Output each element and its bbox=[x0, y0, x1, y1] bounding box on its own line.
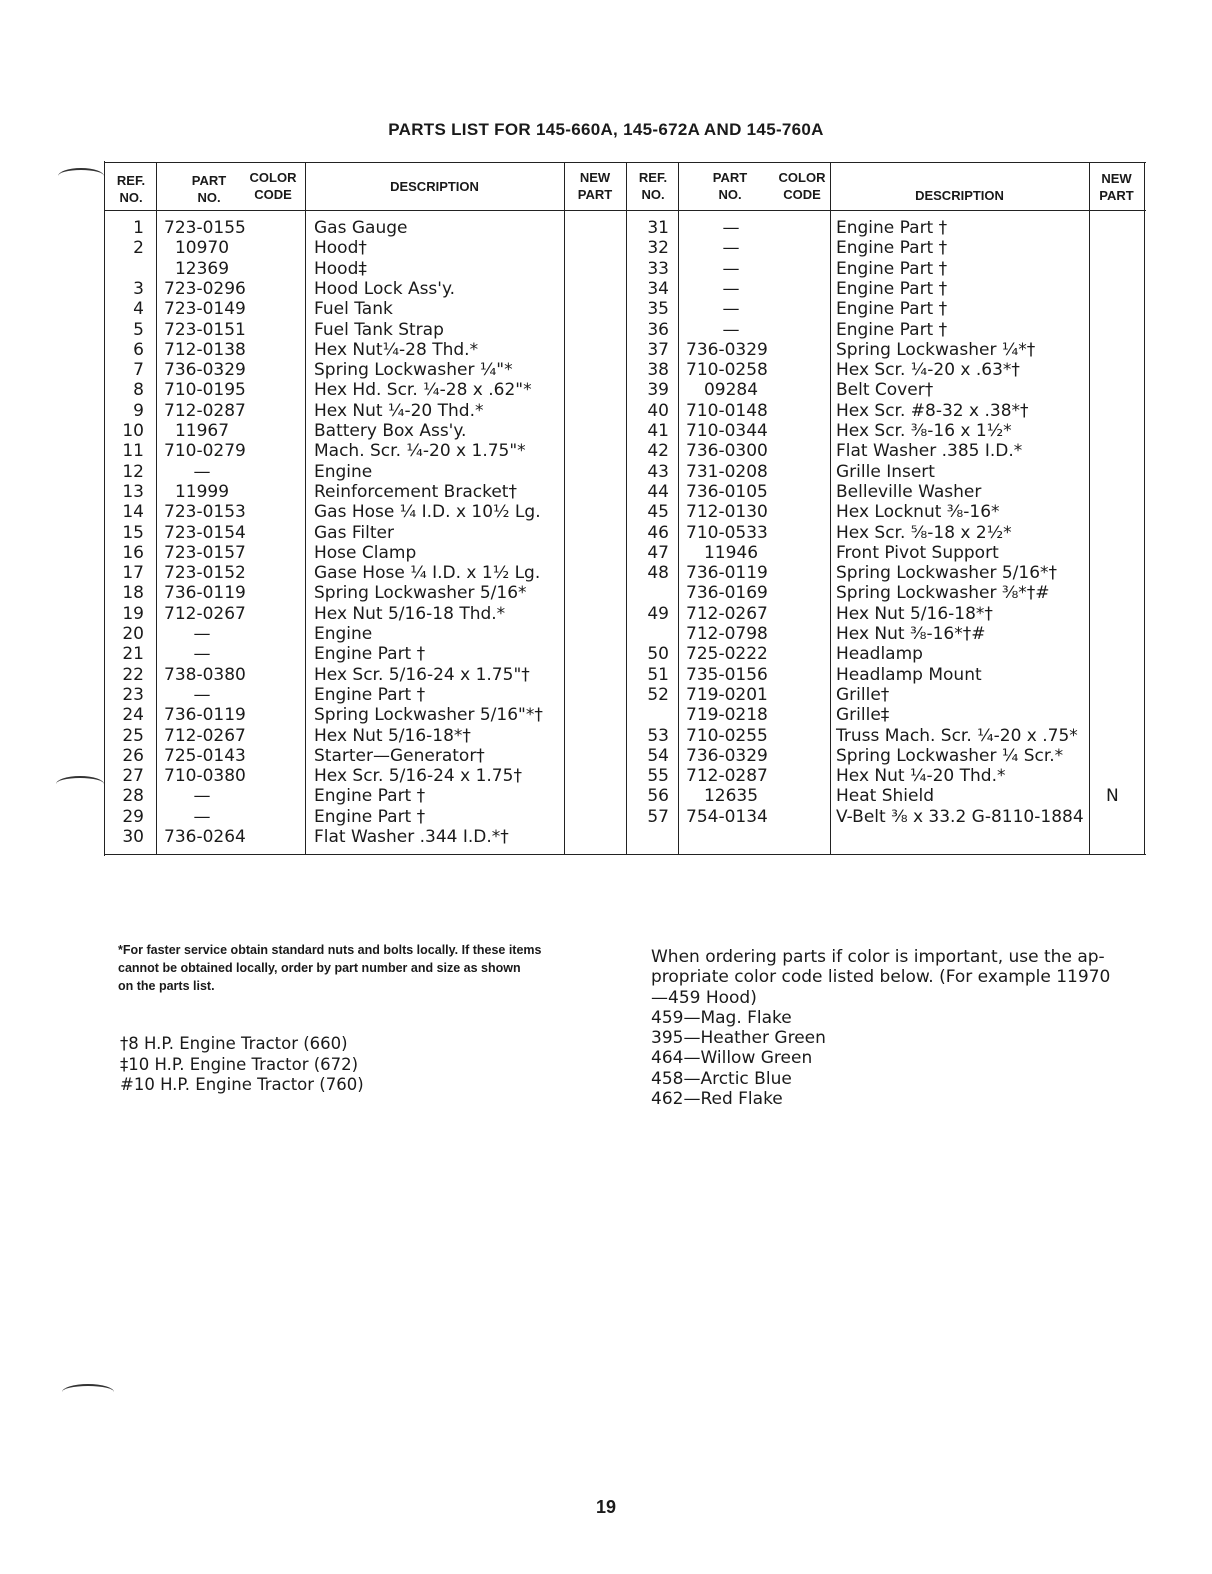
ref-cell: 4 bbox=[133, 299, 144, 320]
part-no-cell: 712-0267 bbox=[686, 603, 768, 624]
description-cell: Engine Part † bbox=[314, 644, 426, 665]
header-part-line1: PART bbox=[191, 173, 227, 188]
description-cell: Hood‡ bbox=[314, 258, 367, 279]
description-cell: Engine Part † bbox=[836, 278, 948, 299]
description-cell: Engine Part † bbox=[836, 258, 948, 279]
part-no-cell: 712-0138 bbox=[164, 339, 246, 360]
color-note-line: propriate color code listed below. (For example 11970 bbox=[651, 967, 1111, 988]
header-color-code bbox=[244, 169, 302, 203]
description-cell: Engine Part † bbox=[836, 319, 948, 340]
description-cell: Grille† bbox=[836, 684, 890, 705]
footnote-line: *For faster service obtain standard nuts and bolts locally. If these items bbox=[118, 943, 542, 957]
part-no-cell: 710-0344 bbox=[686, 421, 768, 441]
ref-cell: 8 bbox=[133, 380, 144, 401]
part-no-cell: 723-0153 bbox=[164, 502, 246, 523]
part-no-cell: 723-0149 bbox=[164, 299, 246, 320]
table-row bbox=[104, 320, 1146, 340]
header-part2-line1: PART bbox=[712, 170, 748, 185]
table-row bbox=[104, 380, 1146, 400]
description-cell: Hex Scr. ⅝-18 x 2½* bbox=[836, 522, 1012, 543]
part-no-cell: 736-0105 bbox=[686, 481, 768, 502]
table-row bbox=[104, 340, 1146, 360]
table-row bbox=[104, 523, 1146, 543]
part-no-cell: 710-0279 bbox=[164, 441, 246, 462]
ref-cell: 26 bbox=[122, 745, 144, 766]
header-new2-line2: PART bbox=[1099, 188, 1134, 203]
description-cell: Engine bbox=[314, 461, 373, 482]
color-code-item: 462—Red Flake bbox=[651, 1089, 783, 1110]
header-part-no-2 bbox=[704, 169, 756, 203]
ref-cell: 54 bbox=[647, 745, 669, 766]
description-cell: Headlamp bbox=[836, 644, 923, 665]
description-cell: Engine Part † bbox=[836, 218, 948, 238]
part-no-cell: 736-0329 bbox=[164, 360, 246, 381]
part-no-cell: 736-0119 bbox=[164, 583, 246, 604]
description-cell: Hex Hd. Scr. ¼-28 x .62"* bbox=[314, 380, 532, 401]
ref-cell: 55 bbox=[647, 766, 669, 787]
ref-cell: 42 bbox=[647, 441, 669, 462]
description-cell: Spring Lockwasher 5/16"*† bbox=[314, 705, 543, 726]
header-ref-line2: NO. bbox=[119, 190, 143, 205]
part-no-cell: 11999 bbox=[174, 481, 230, 502]
ref-cell: 46 bbox=[647, 522, 669, 543]
table-row bbox=[104, 685, 1146, 705]
part-no-cell: 723-0155 bbox=[164, 218, 246, 238]
ref-cell: 50 bbox=[647, 644, 669, 665]
scan-mark bbox=[58, 168, 104, 184]
ref-cell: 27 bbox=[122, 766, 144, 787]
color-note-line: —459 Hood) bbox=[651, 987, 757, 1008]
part-no-cell: 710-0255 bbox=[686, 725, 768, 746]
part-no-cell: 710-0148 bbox=[686, 400, 768, 421]
description-cell: Hex Nut ¼-20 Thd.* bbox=[314, 400, 484, 421]
table-row bbox=[104, 746, 1146, 766]
ref-cell: 35 bbox=[647, 299, 669, 320]
header-ref-no-2 bbox=[630, 169, 676, 203]
table-row bbox=[104, 807, 1146, 827]
ref-cell: 1 bbox=[133, 218, 144, 238]
part-no-cell: 738-0380 bbox=[164, 664, 246, 685]
ref-cell: 11 bbox=[122, 441, 144, 462]
part-no-cell: — bbox=[193, 806, 211, 827]
table-row bbox=[104, 360, 1146, 380]
ref-cell: 7 bbox=[133, 360, 144, 381]
header-new-part bbox=[564, 169, 626, 203]
ref-cell: 31 bbox=[647, 218, 669, 238]
description-cell: Engine Part † bbox=[314, 684, 426, 705]
ref-cell: 5 bbox=[133, 319, 144, 340]
part-no-cell: 736-0329 bbox=[686, 745, 768, 766]
description-cell: Flat Washer .385 I.D.* bbox=[836, 441, 1023, 462]
part-no-cell: 723-0296 bbox=[164, 278, 246, 299]
description-cell: Gas Hose ¼ I.D. x 10½ Lg. bbox=[314, 502, 541, 523]
part-no-cell: 11967 bbox=[174, 421, 230, 441]
part-no-cell: — bbox=[722, 278, 740, 299]
table-row bbox=[104, 766, 1146, 786]
description-cell: Spring Lockwasher ¼*† bbox=[836, 339, 1036, 360]
legend-item: #10 H.P. Engine Tractor (760) bbox=[120, 1075, 364, 1094]
part-no-cell: 710-0195 bbox=[164, 380, 246, 401]
part-no-cell: 712-0130 bbox=[686, 502, 768, 523]
header-new-line2: PART bbox=[577, 187, 613, 202]
table-row bbox=[104, 238, 1146, 258]
ref-cell: 19 bbox=[122, 603, 144, 624]
description-cell: Hex Nut 5/16-18 Thd.* bbox=[314, 603, 506, 624]
ref-cell: 52 bbox=[647, 684, 669, 705]
ref-cell: 37 bbox=[647, 339, 669, 360]
header-color-line1: COLOR bbox=[249, 170, 297, 185]
part-no-cell: — bbox=[193, 644, 211, 665]
ref-cell: 36 bbox=[647, 319, 669, 340]
ref-cell: 23 bbox=[122, 684, 144, 705]
table-row bbox=[104, 604, 1146, 624]
ref-cell: 29 bbox=[122, 806, 144, 827]
description-cell: Fuel Tank bbox=[314, 299, 393, 320]
ref-cell: 22 bbox=[122, 664, 144, 685]
part-no-cell: — bbox=[722, 238, 740, 259]
description-cell: Flat Washer .344 I.D.*† bbox=[314, 827, 509, 847]
part-no-cell: 09284 bbox=[703, 380, 759, 401]
description-cell: Hex Scr. #8-32 x .38*† bbox=[836, 400, 1029, 421]
description-cell: Engine Part † bbox=[314, 806, 426, 827]
ref-cell: 24 bbox=[122, 705, 144, 726]
ref-cell: 49 bbox=[647, 603, 669, 624]
color-code-item: 464—Willow Green bbox=[651, 1048, 813, 1069]
header-description: DESCRIPTION bbox=[390, 179, 479, 194]
ref-cell: 14 bbox=[122, 502, 144, 523]
header-ref2-line1: REF. bbox=[638, 170, 668, 185]
color-code-item: 459—Mag. Flake bbox=[651, 1007, 792, 1028]
header-color2-line2: CODE bbox=[783, 187, 821, 202]
part-no-cell: 736-0300 bbox=[686, 441, 768, 462]
page-title: PARTS LIST FOR 145-660A, 145-672A AND 145-760A bbox=[388, 120, 824, 139]
ref-cell: 57 bbox=[647, 806, 669, 827]
ref-cell: 40 bbox=[647, 400, 669, 421]
description-cell: Hex Scr. ⅜-16 x 1½* bbox=[836, 421, 1012, 441]
description-cell: Heat Shield bbox=[836, 786, 934, 807]
part-no-cell: 10970 bbox=[174, 238, 230, 259]
color-code-item: 458—Arctic Blue bbox=[651, 1068, 792, 1089]
header-ref-line1: REF. bbox=[116, 173, 146, 188]
ref-cell: 47 bbox=[647, 542, 669, 563]
part-no-cell: 731-0208 bbox=[686, 461, 768, 482]
part-no-cell: — bbox=[722, 258, 740, 279]
description-cell: Reinforcement Bracket† bbox=[314, 481, 517, 502]
ref-cell: 3 bbox=[133, 278, 144, 299]
color-note-line: When ordering parts if color is important, use the ap- bbox=[651, 947, 1105, 967]
part-no-cell: 712-0267 bbox=[164, 725, 246, 746]
table-row bbox=[104, 827, 1146, 847]
ref-cell: 45 bbox=[647, 502, 669, 523]
part-no-cell: — bbox=[722, 319, 740, 340]
description-cell: Engine Part † bbox=[314, 786, 426, 807]
part-no-cell: 712-0798 bbox=[686, 624, 768, 644]
description-cell: Hex Nut ⅜-16*†# bbox=[836, 624, 986, 644]
ref-cell: 48 bbox=[647, 563, 669, 584]
ref-cell: 17 bbox=[122, 563, 144, 584]
description-cell: Hex Scr. ¼-20 x .63*† bbox=[836, 360, 1020, 381]
description-cell: Gas Gauge bbox=[314, 218, 408, 238]
part-no-cell: — bbox=[722, 299, 740, 320]
table-row bbox=[104, 624, 1146, 644]
header-color2-line1: COLOR bbox=[778, 170, 826, 185]
description-cell: Spring Lockwasher ¼ Scr.* bbox=[836, 745, 1064, 766]
part-no-cell: 736-0119 bbox=[686, 563, 768, 584]
ref-cell: 18 bbox=[122, 583, 144, 604]
description-cell: Engine Part † bbox=[836, 299, 948, 320]
parts-table bbox=[104, 162, 1146, 855]
part-no-cell: — bbox=[193, 786, 211, 807]
part-no-cell: — bbox=[722, 218, 740, 238]
new-part-cell: N bbox=[1106, 786, 1119, 807]
part-no-cell: 710-0533 bbox=[686, 522, 768, 543]
description-cell: Hood† bbox=[314, 238, 367, 259]
footnote bbox=[118, 941, 598, 995]
table-row bbox=[104, 441, 1146, 461]
ref-cell: 13 bbox=[122, 481, 144, 502]
part-no-cell: 712-0287 bbox=[164, 400, 246, 421]
header-part2-line2: NO. bbox=[718, 187, 742, 202]
part-no-cell: 736-0169 bbox=[686, 583, 768, 604]
ref-cell: 21 bbox=[122, 644, 144, 665]
description-cell: Gase Hose ¼ I.D. x 1½ Lg. bbox=[314, 563, 541, 584]
part-no-cell: 723-0157 bbox=[164, 542, 246, 563]
footnote-line: cannot be obtained locally, order by part number and size as shown bbox=[118, 961, 521, 975]
header-new2-line1: NEW bbox=[1101, 171, 1132, 186]
footnote-line: on the parts list. bbox=[118, 979, 215, 993]
part-no-cell: 725-0222 bbox=[686, 644, 768, 665]
description-cell: Headlamp Mount bbox=[836, 664, 982, 685]
part-no-cell: 723-0152 bbox=[164, 563, 246, 584]
description-cell: Engine Part † bbox=[836, 238, 948, 259]
table-row bbox=[104, 543, 1146, 563]
description-cell: Hex Nut 5/16-18*† bbox=[314, 725, 471, 746]
ref-cell: 33 bbox=[647, 258, 669, 279]
header-new-line1: NEW bbox=[579, 170, 611, 185]
table-row bbox=[104, 786, 1146, 806]
description-cell: Front Pivot Support bbox=[836, 542, 999, 563]
ref-cell: 30 bbox=[122, 827, 144, 847]
ref-cell: 2 bbox=[133, 238, 144, 259]
description-cell: Hex Scr. 5/16-24 x 1.75† bbox=[314, 766, 522, 787]
scan-mark bbox=[56, 776, 104, 792]
part-no-cell: 719-0218 bbox=[686, 705, 768, 726]
description-cell: Engine bbox=[314, 624, 373, 644]
description-cell: Hex Nut ¼-20 Thd.* bbox=[836, 766, 1006, 787]
ref-cell: 51 bbox=[647, 664, 669, 685]
legend-item: ‡10 H.P. Engine Tractor (672) bbox=[120, 1054, 359, 1074]
table-row bbox=[104, 644, 1146, 664]
description-cell: Grille Insert bbox=[836, 461, 935, 482]
description-cell: Belleville Washer bbox=[836, 481, 982, 502]
part-no-cell: 725-0143 bbox=[164, 745, 246, 766]
table-row bbox=[104, 299, 1146, 319]
description-cell: Hose Clamp bbox=[314, 542, 417, 563]
description-cell: Hex Nut 5/16-18*† bbox=[836, 603, 993, 624]
part-no-cell: 736-0119 bbox=[164, 705, 246, 726]
description-cell: Hex Scr. 5/16-24 x 1.75"† bbox=[314, 664, 530, 685]
description-cell: Fuel Tank Strap bbox=[314, 319, 444, 340]
description-cell: Spring Lockwasher 5/16*† bbox=[836, 563, 1058, 584]
table-row bbox=[104, 279, 1146, 299]
part-no-cell: 723-0151 bbox=[164, 319, 246, 340]
color-code-note bbox=[651, 947, 1141, 1109]
part-no-cell: 735-0156 bbox=[686, 664, 768, 685]
ref-cell: 15 bbox=[122, 522, 144, 543]
table-row bbox=[104, 421, 1146, 441]
description-cell: Spring Lockwasher 5/16* bbox=[314, 583, 527, 604]
ref-cell: 10 bbox=[122, 421, 144, 441]
description-cell: Mach. Scr. ¼-20 x 1.75"* bbox=[314, 441, 526, 462]
table-row bbox=[104, 705, 1146, 725]
description-cell: Truss Mach. Scr. ¼-20 x .75* bbox=[836, 725, 1078, 746]
part-no-cell: 12369 bbox=[174, 258, 230, 279]
description-cell: Hood Lock Ass'y. bbox=[314, 278, 456, 299]
part-no-cell: 736-0264 bbox=[164, 827, 246, 847]
header-part-no bbox=[184, 172, 234, 206]
header-new-part-2 bbox=[1089, 170, 1144, 204]
table-row bbox=[104, 401, 1146, 421]
part-no-cell: 719-0201 bbox=[686, 684, 768, 705]
part-no-cell: 712-0267 bbox=[164, 603, 246, 624]
part-no-cell: 723-0154 bbox=[164, 522, 246, 543]
table-row bbox=[104, 726, 1146, 746]
part-no-cell: 11946 bbox=[703, 542, 759, 563]
ref-cell: 20 bbox=[122, 624, 144, 644]
header-description-2: DESCRIPTION bbox=[915, 188, 1004, 203]
ref-cell: 53 bbox=[647, 725, 669, 746]
legend-item: †8 H.P. Engine Tractor (660) bbox=[120, 1034, 348, 1053]
ref-cell: 39 bbox=[647, 380, 669, 401]
table-row bbox=[104, 502, 1146, 522]
ref-cell: 12 bbox=[122, 461, 144, 482]
ref-cell: 28 bbox=[122, 786, 144, 807]
part-no-cell: 736-0329 bbox=[686, 339, 768, 360]
table-row bbox=[104, 665, 1146, 685]
description-cell: Grille‡ bbox=[836, 705, 890, 726]
description-cell: Spring Lockwasher ¼"* bbox=[314, 360, 513, 381]
ref-cell: 9 bbox=[133, 400, 144, 421]
part-no-cell: 710-0380 bbox=[164, 766, 246, 787]
description-cell: Hex Nut¼-28 Thd.* bbox=[314, 339, 479, 360]
header-part-line2: NO. bbox=[197, 190, 221, 205]
ref-cell: 41 bbox=[647, 421, 669, 441]
scan-mark bbox=[62, 1384, 114, 1400]
description-cell: Hex Locknut ⅜-16* bbox=[836, 502, 1000, 523]
table-row bbox=[104, 482, 1146, 502]
part-no-cell: 710-0258 bbox=[686, 360, 768, 381]
ref-cell: 44 bbox=[647, 481, 669, 502]
description-cell: V-Belt ⅜ x 33.2 G-8110-1884 bbox=[836, 806, 1084, 827]
part-no-cell: 754-0134 bbox=[686, 806, 768, 827]
description-cell: Starter—Generator† bbox=[314, 745, 485, 766]
table-row bbox=[104, 583, 1146, 603]
ref-cell: 56 bbox=[647, 786, 669, 807]
ref-cell: 6 bbox=[133, 339, 144, 360]
header-ref2-line2: NO. bbox=[641, 187, 665, 202]
ref-cell: 25 bbox=[122, 725, 144, 746]
header-ref-no bbox=[108, 172, 154, 206]
description-cell: Spring Lockwasher ⅜*†# bbox=[836, 583, 1050, 604]
description-cell: Battery Box Ass'y. bbox=[314, 421, 467, 441]
part-no-cell: — bbox=[193, 684, 211, 705]
color-code-item: 395—Heather Green bbox=[651, 1028, 826, 1049]
ref-cell: 38 bbox=[647, 360, 669, 381]
description-cell: Belt Cover† bbox=[836, 380, 934, 401]
header-color-code-2 bbox=[772, 169, 832, 203]
part-no-cell: 712-0287 bbox=[686, 766, 768, 787]
ref-cell: 34 bbox=[647, 278, 669, 299]
table-row bbox=[104, 259, 1146, 279]
ref-cell: 16 bbox=[122, 542, 144, 563]
table-row bbox=[104, 218, 1146, 238]
ref-cell: 32 bbox=[647, 238, 669, 259]
table-row bbox=[104, 462, 1146, 482]
table-row bbox=[104, 563, 1146, 583]
part-no-cell: — bbox=[193, 461, 211, 482]
header-color-line2: CODE bbox=[254, 187, 292, 202]
page-number: 19 bbox=[595, 1497, 617, 1517]
description-cell: Gas Filter bbox=[314, 522, 394, 543]
ref-cell: 43 bbox=[647, 461, 669, 482]
symbol-legend bbox=[120, 1034, 364, 1096]
part-no-cell: 12635 bbox=[703, 786, 759, 807]
part-no-cell: — bbox=[193, 624, 211, 644]
